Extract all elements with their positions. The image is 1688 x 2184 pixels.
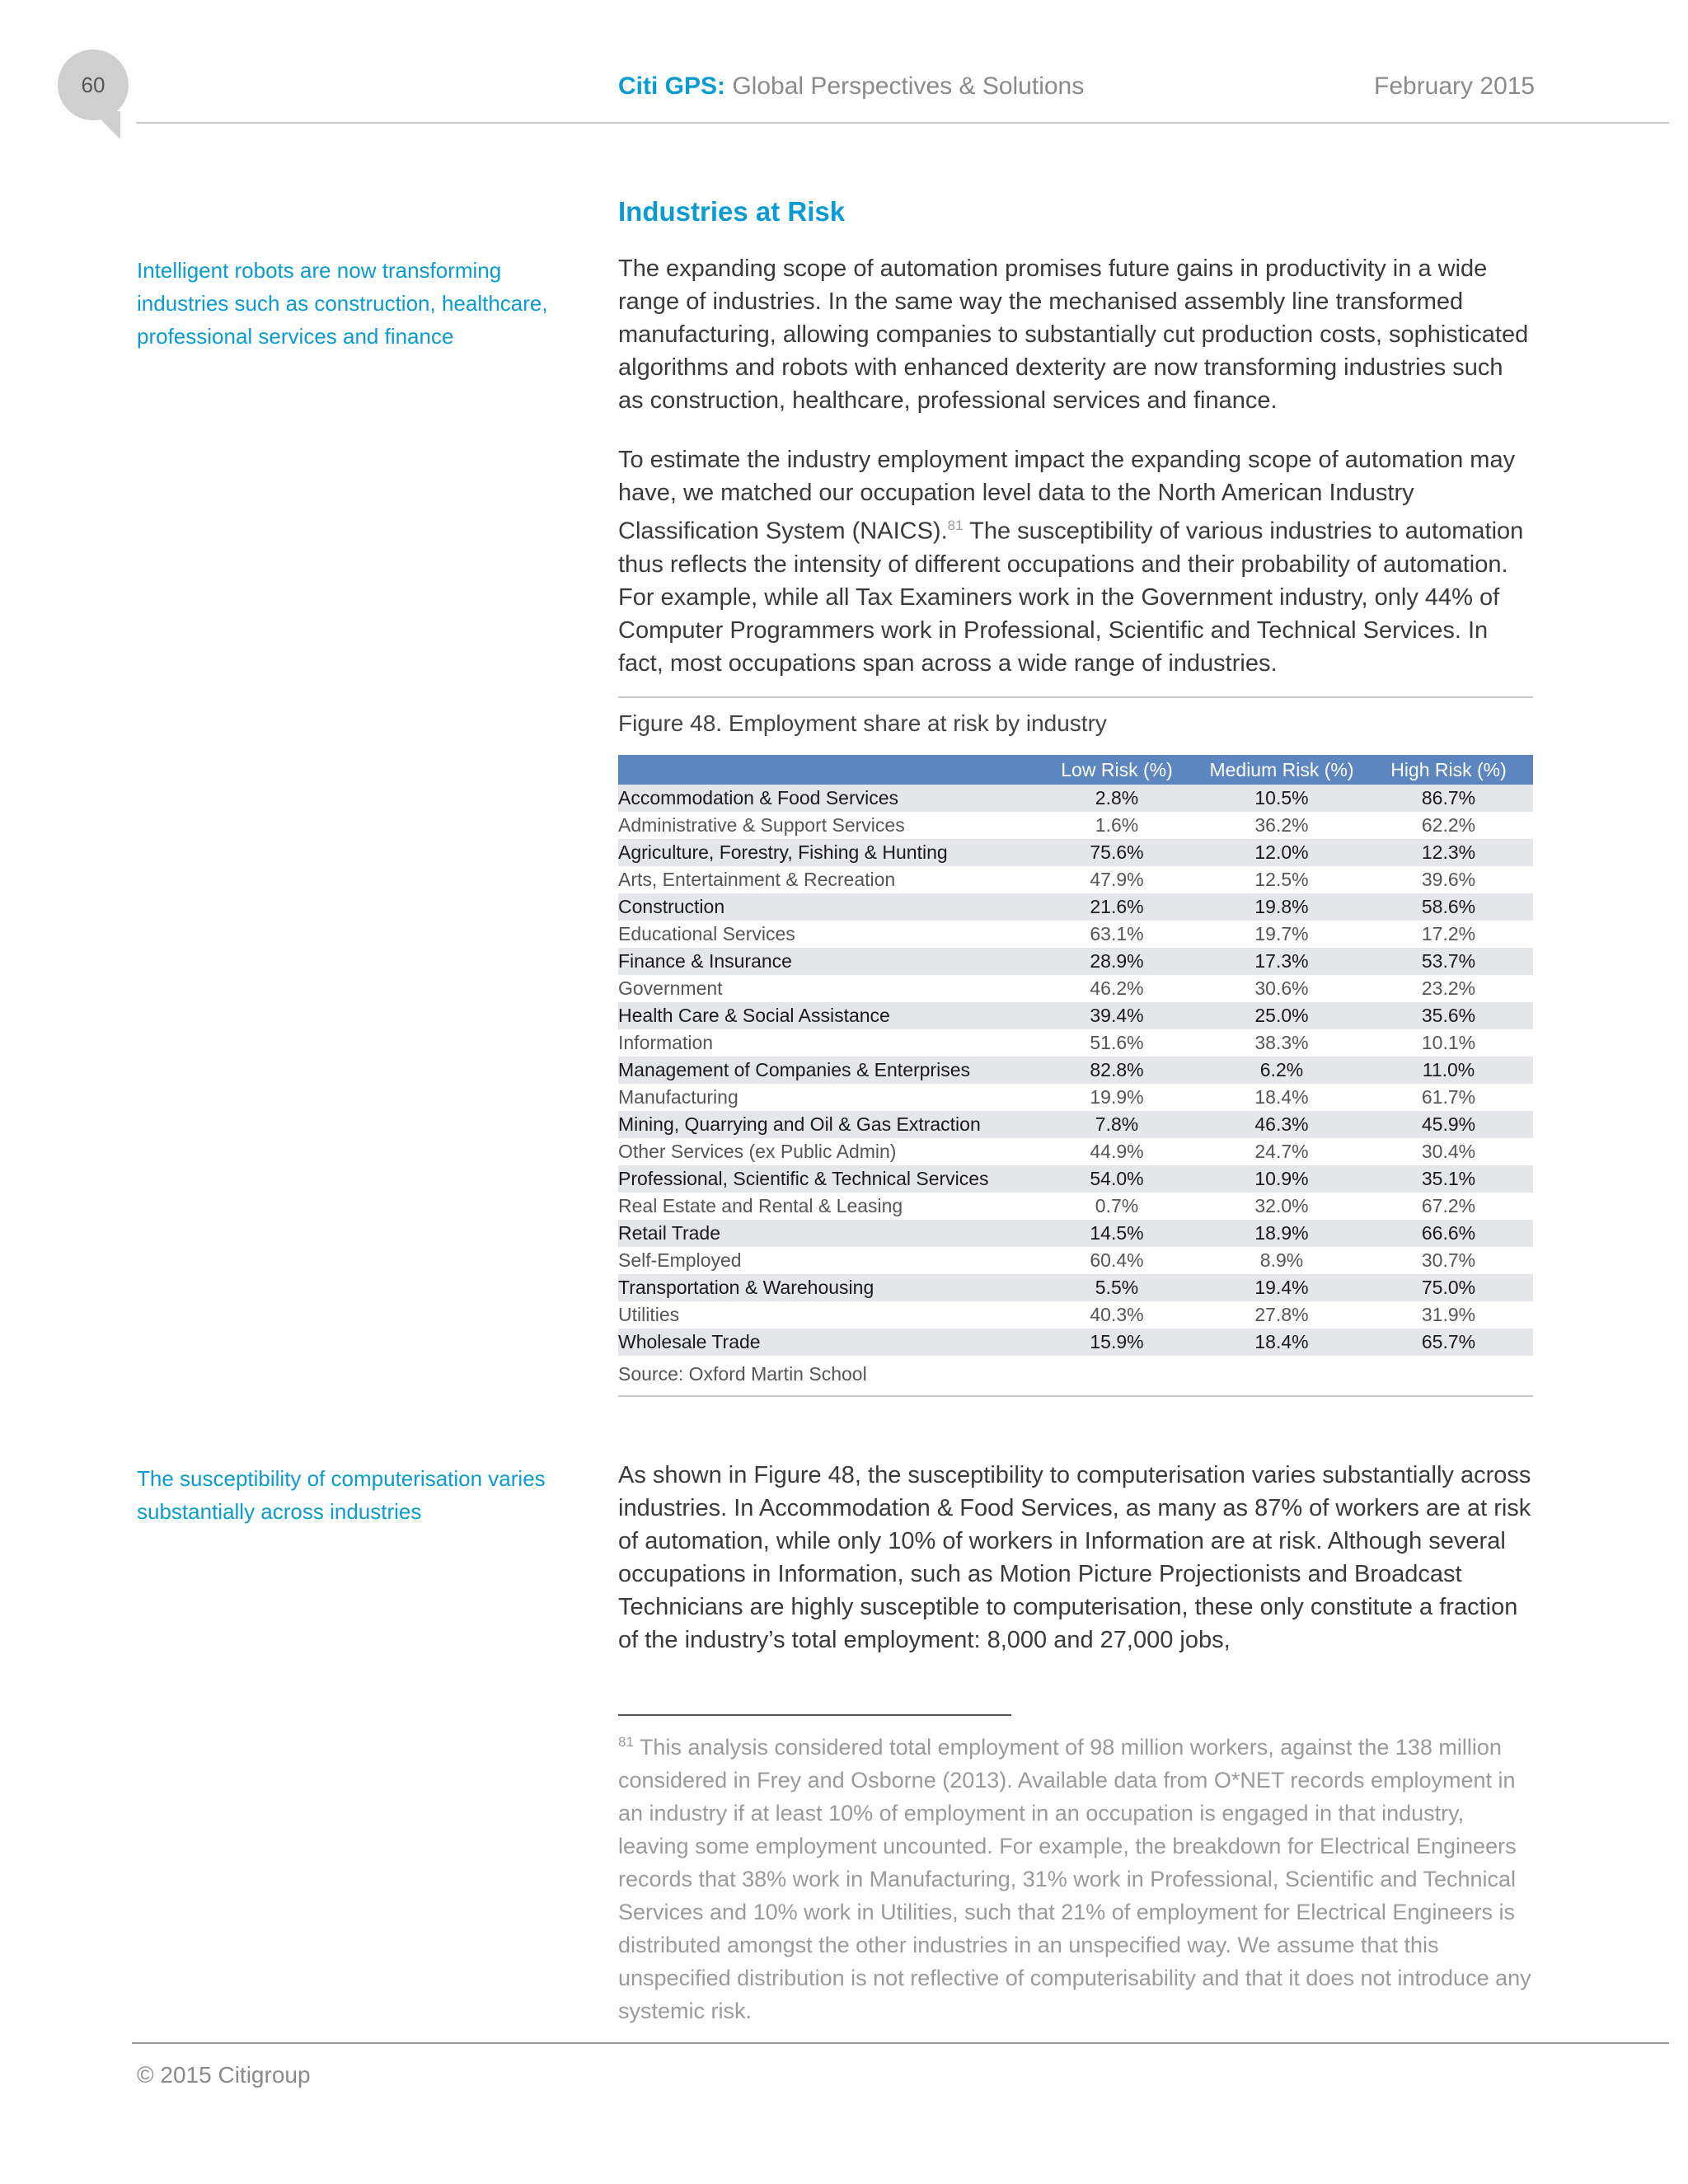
low-risk-cell: 44.9% [1090, 1141, 1144, 1162]
industry-cell: Wholesale Trade [618, 1329, 1034, 1356]
footer-divider [132, 2042, 1669, 2044]
low-risk-cell: 47.9% [1090, 869, 1144, 890]
footnote-ref: 81 [947, 518, 964, 533]
high-risk-cell: 75.0% [1364, 1274, 1533, 1301]
figure-source: Source: Oxford Martin School [618, 1363, 867, 1385]
low-risk-cell: 7.8% [1034, 1111, 1199, 1138]
table-row [618, 1193, 1533, 1220]
medium-risk-cell: 27.8% [1254, 1304, 1309, 1325]
medium-risk-cell: 10.9% [1199, 1165, 1364, 1193]
low-risk-cell: 28.9% [1034, 948, 1199, 975]
low-risk-cell: 0.7% [1095, 1195, 1139, 1216]
industry-cell: Mining, Quarrying and Oil & Gas Extraction [618, 1111, 1034, 1138]
high-risk-cell: 61.7% [1421, 1086, 1476, 1108]
low-risk-cell: 51.6% [1090, 1032, 1144, 1053]
industry-cell: Utilities [618, 1304, 680, 1325]
low-risk-cell: 5.5% [1034, 1274, 1199, 1301]
header-medium-risk: Medium Risk (%) [1199, 755, 1364, 785]
low-risk-cell: 60.4% [1090, 1249, 1144, 1271]
low-risk-cell: 82.8% [1034, 1057, 1199, 1084]
header-divider [136, 122, 1669, 124]
industry-cell: Agriculture, Forestry, Fishing & Hunting [618, 839, 1034, 866]
table-header-row [618, 755, 1533, 785]
high-risk-cell: 10.1% [1421, 1032, 1476, 1053]
section-title: Industries at Risk [618, 196, 846, 227]
industry-cell: Administrative & Support Services [618, 814, 905, 836]
high-risk-cell: 58.6% [1364, 893, 1533, 921]
low-risk-cell: 19.9% [1090, 1086, 1144, 1108]
table-row [618, 1002, 1533, 1029]
table-row [618, 975, 1533, 1002]
medium-risk-cell: 8.9% [1259, 1249, 1304, 1271]
table-row [618, 1029, 1533, 1057]
header-subtitle: Global Perspectives & Solutions [725, 73, 1085, 100]
medium-risk-cell: 19.4% [1199, 1274, 1364, 1301]
low-risk-cell: 46.2% [1090, 977, 1144, 999]
low-risk-cell: 54.0% [1034, 1165, 1199, 1193]
low-risk-cell: 21.6% [1034, 893, 1199, 921]
figure-top-rule [618, 696, 1533, 698]
medium-risk-cell: 30.6% [1254, 977, 1309, 999]
high-risk-cell: 30.7% [1421, 1249, 1476, 1271]
table-row [618, 866, 1533, 893]
paragraph-2 [618, 443, 1533, 680]
medium-risk-cell: 46.3% [1199, 1111, 1364, 1138]
table-row [618, 1274, 1533, 1301]
industry-cell: Arts, Entertainment & Recreation [618, 869, 896, 890]
medium-risk-cell: 18.9% [1199, 1220, 1364, 1247]
high-risk-cell: 30.4% [1421, 1141, 1476, 1162]
footnote-text: This analysis considered total employment of 98 million workers, against the 138 million considered in Frey and Osborne (2013). Available data from O*NET records employment in an industry if at least 10% of employment in an occupation is engaged in that industry, leaving some employment uncounted. For example, the breakdown for Electrical Engineers records that 38% work in Manufacturing, 31% work in Professional, Scientific and Technical Services and 10% work in Utilities, such that 21% of employment for Electrical Engineers is distributed amongst the other industries in an unspecified way. We assume that this unspecified distribution is not reflective of computerisability and that it does not introduce any systemic risk. [618, 1735, 1531, 2023]
medium-risk-cell: 18.4% [1199, 1329, 1364, 1356]
footnote-divider [618, 1714, 1011, 1716]
figure-bottom-rule [618, 1395, 1533, 1397]
industry-cell: Retail Trade [618, 1220, 1034, 1247]
high-risk-cell: 66.6% [1364, 1220, 1533, 1247]
industry-cell: Health Care & Social Assistance [618, 1002, 1034, 1029]
medium-risk-cell: 36.2% [1254, 814, 1309, 836]
paragraph-3: As shown in Figure 48, the susceptibility to computerisation varies substantially across industries. In Accommodation & Food Services, as many as 87% of workers are at risk of automation, while only 10% of workers in Information are at risk. Although several occupations in Information, such as Motion Picture Projectionists and Broadcast Technicians are highly susceptible to computerisation, these only constitute a fraction of the industry’s total employment: 8,000 and 27,000 jobs, [618, 1462, 1531, 1653]
paragraph-2-part-b: The susceptibility of various industries to automation thus reflects the intensity of different occupations and their probability of automation. For example, while all Tax Examiners work in the Government industry, only 44% of Computer Programmers work in Professional, Scientific and Technical Services. In fact, most occupations span across a wide range of industries. [618, 518, 1524, 677]
medium-risk-cell: 6.2% [1199, 1057, 1364, 1084]
low-risk-cell: 2.8% [1034, 785, 1199, 812]
industry-cell: Management of Companies & Enterprises [618, 1057, 1034, 1084]
low-risk-cell: 40.3% [1090, 1304, 1144, 1325]
industry-cell: Real Estate and Rental & Leasing [618, 1195, 903, 1216]
high-risk-cell: 39.6% [1421, 869, 1476, 890]
sidenote-robots: Intelligent robots are now transforming industries such as construction, healthcare, professional services and finance [137, 258, 548, 349]
high-risk-cell: 65.7% [1364, 1329, 1533, 1356]
industry-cell: Educational Services [618, 923, 795, 944]
medium-risk-cell: 25.0% [1199, 1002, 1364, 1029]
high-risk-cell: 35.1% [1364, 1165, 1533, 1193]
medium-risk-cell: 18.4% [1254, 1086, 1309, 1108]
low-risk-cell: 63.1% [1090, 923, 1144, 944]
industry-cell: Professional, Scientific & Technical Services [618, 1165, 1034, 1193]
medium-risk-cell: 19.8% [1199, 893, 1364, 921]
medium-risk-cell: 12.5% [1254, 869, 1309, 890]
header-title [618, 73, 1084, 101]
footnote [618, 1726, 1533, 2027]
low-risk-cell: 14.5% [1034, 1220, 1199, 1247]
table-row [618, 785, 1533, 812]
low-risk-cell: 1.6% [1095, 814, 1139, 836]
header-brand: Citi GPS: [618, 73, 726, 100]
table-row [618, 1329, 1533, 1356]
table-row [618, 812, 1533, 839]
high-risk-cell: 23.2% [1421, 977, 1476, 999]
table-row [618, 1057, 1533, 1084]
low-risk-cell: 39.4% [1034, 1002, 1199, 1029]
medium-risk-cell: 19.7% [1254, 923, 1309, 944]
low-risk-cell: 75.6% [1034, 839, 1199, 866]
medium-risk-cell: 10.5% [1199, 785, 1364, 812]
page-number: 60 [81, 72, 106, 97]
header-date: February 2015 [1374, 73, 1536, 100]
high-risk-cell: 62.2% [1421, 814, 1476, 836]
high-risk-cell: 67.2% [1421, 1195, 1476, 1216]
industry-cell: Manufacturing [618, 1086, 738, 1108]
industry-cell: Transportation & Warehousing [618, 1274, 1034, 1301]
medium-risk-cell: 12.0% [1199, 839, 1364, 866]
high-risk-cell: 45.9% [1364, 1111, 1533, 1138]
page-number-badge [58, 49, 129, 120]
industry-cell: Accommodation & Food Services [618, 785, 1034, 812]
table-row [618, 839, 1533, 866]
sidenote-susceptibility: The susceptibility of computerisation varies substantially across industries [137, 1466, 546, 1524]
medium-risk-cell: 24.7% [1254, 1141, 1309, 1162]
table-row [618, 1301, 1533, 1329]
industry-cell: Finance & Insurance [618, 948, 1034, 975]
low-risk-cell: 15.9% [1034, 1329, 1199, 1356]
medium-risk-cell: 17.3% [1199, 948, 1364, 975]
table-row [618, 948, 1533, 975]
industry-cell: Other Services (ex Public Admin) [618, 1141, 897, 1162]
high-risk-cell: 11.0% [1364, 1057, 1533, 1084]
medium-risk-cell: 38.3% [1254, 1032, 1309, 1053]
industry-cell: Self-Employed [618, 1249, 742, 1271]
badge-tail-shape [92, 111, 120, 139]
high-risk-cell: 53.7% [1364, 948, 1533, 975]
figure-title: Figure 48. Employment share at risk by industry [618, 710, 1107, 736]
table-row [618, 1084, 1533, 1111]
copyright: © 2015 Citigroup [137, 2062, 311, 2088]
table-row [618, 1165, 1533, 1193]
paragraph-2-part-a: To estimate the industry employment impact the expanding scope of automation may have, we matched our occupation level data to the North American Industry Classification System (NAICS). [618, 447, 1516, 545]
table-row [618, 893, 1533, 921]
industry-cell: Government [618, 977, 723, 999]
high-risk-cell: 31.9% [1421, 1304, 1476, 1325]
industry-cell: Construction [618, 893, 1034, 921]
risk-table [618, 755, 1533, 1356]
header-low-risk: Low Risk (%) [1034, 755, 1199, 785]
paragraph-1: The expanding scope of automation promises future gains in productivity in a wide range of industries. In the same way the mechanised assembly line transformed manufacturing, allowing companies to substantially cut production costs, sophisticated algorithms and robots with enhanced dexterity are now transforming industries such as construction, healthcare, professional services and finance. [618, 255, 1529, 414]
medium-risk-cell: 32.0% [1254, 1195, 1309, 1216]
high-risk-cell: 35.6% [1364, 1002, 1533, 1029]
industry-cell: Information [618, 1032, 714, 1053]
table-row [618, 921, 1533, 948]
high-risk-cell: 86.7% [1364, 785, 1533, 812]
header-high-risk: High Risk (%) [1364, 755, 1533, 785]
table-row [618, 1220, 1533, 1247]
high-risk-cell: 12.3% [1364, 839, 1533, 866]
table-row [618, 1111, 1533, 1138]
high-risk-cell: 17.2% [1421, 923, 1476, 944]
table-row [618, 1247, 1533, 1274]
footnote-number: 81 [618, 1734, 634, 1750]
header-industry [618, 755, 1034, 785]
table-row [618, 1138, 1533, 1165]
